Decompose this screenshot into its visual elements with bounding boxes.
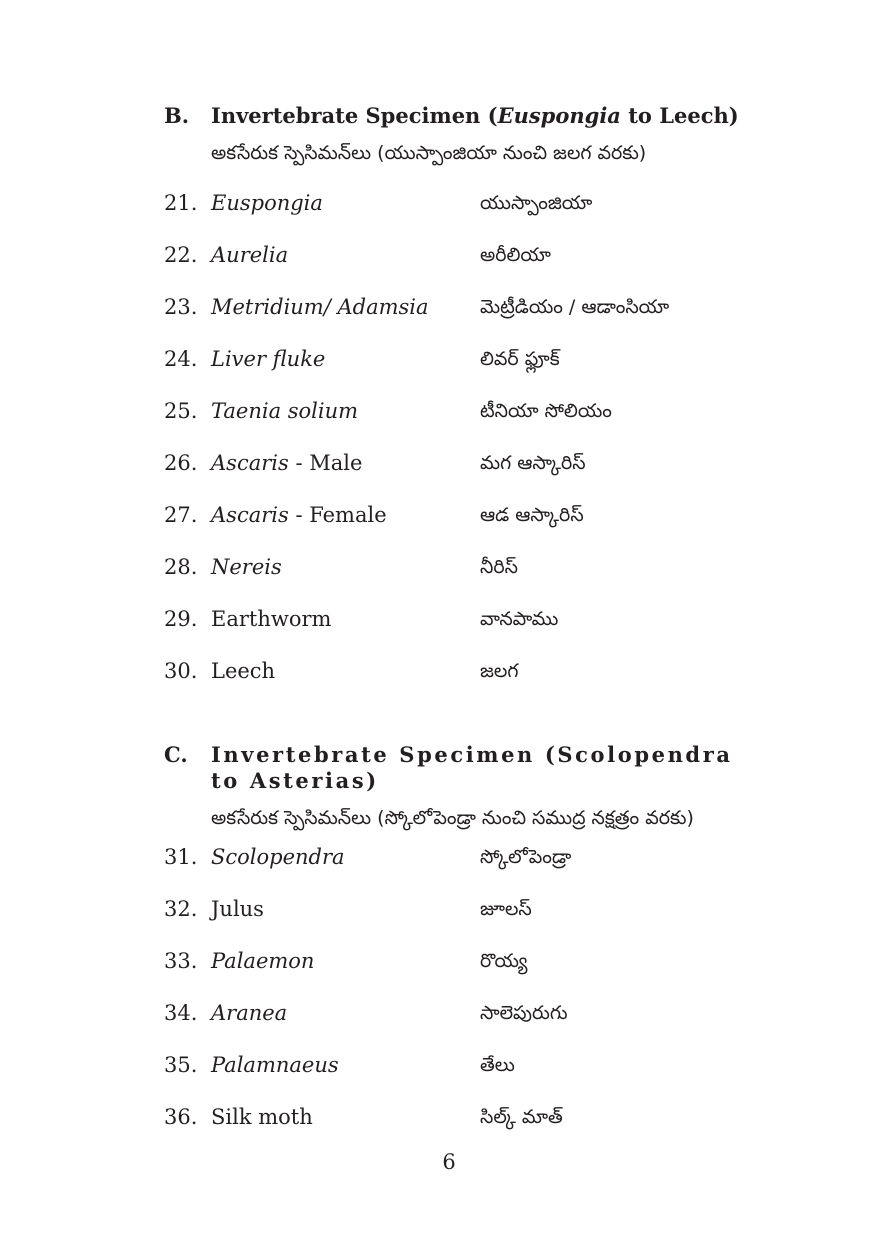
section-title: Invertebrate Specimen (Scolopendra to Asterias)	[211, 742, 733, 793]
item-english-name: Aurelia	[211, 243, 289, 267]
item-telugu-name: సాలెపురుగు	[480, 1002, 568, 1024]
item-number: 28.	[164, 555, 198, 579]
item-telugu-name: లివర్ ఫ్లూక్	[480, 348, 560, 370]
item-number: 27.	[164, 503, 198, 527]
item-number: 22.	[164, 243, 198, 267]
item-english-name: Silk moth	[211, 1105, 313, 1129]
item-telugu-name: ఆడ ఆస్కారిస్	[480, 504, 584, 526]
item-telugu-name: రొయ్య	[480, 950, 528, 972]
section-title: Invertebrate Specimen (Euspongia to Leech)	[211, 103, 739, 128]
item-telugu-name: తేలు	[480, 1054, 515, 1076]
item-number: 35.	[164, 1053, 198, 1077]
page-number: 6	[442, 1150, 456, 1174]
item-telugu-name: నీరిస్	[480, 556, 518, 578]
section-letter: B.	[164, 103, 190, 128]
item-english-name: Palaemon	[211, 949, 315, 973]
item-english-name: Nereis	[211, 555, 282, 579]
item-number: 23.	[164, 295, 198, 319]
item-english-name: Palamnaeus	[211, 1053, 339, 1077]
item-telugu-name: టీనియా సోలియం	[480, 400, 612, 422]
item-telugu-name: మగ ఆస్కారిస్	[480, 452, 586, 474]
item-telugu-name: స్కోలోపెండ్రా	[480, 846, 572, 868]
item-number: 30.	[164, 659, 198, 683]
item-english-name: Liver fluke	[211, 347, 326, 371]
item-telugu-name: జలగ	[480, 660, 519, 682]
item-number: 21.	[164, 191, 198, 215]
item-english-name: Leech	[211, 659, 276, 683]
item-english-name: Metridium/ Adamsia	[211, 295, 429, 319]
item-telugu-name: వానపాము	[480, 608, 559, 630]
item-english-name: Ascaris - Female	[211, 503, 387, 527]
item-number: 24.	[164, 347, 198, 371]
item-english-name: Earthworm	[211, 607, 332, 631]
item-english-name: Julus	[211, 897, 264, 921]
item-number: 33.	[164, 949, 198, 973]
item-telugu-name: అరీలియా	[480, 244, 551, 266]
item-number: 32.	[164, 897, 198, 921]
section-letter: C.	[164, 742, 188, 767]
item-english-name: Aranea	[211, 1001, 288, 1025]
item-english-name: Taenia solium	[211, 399, 359, 423]
item-number: 34.	[164, 1001, 198, 1025]
item-number: 25.	[164, 399, 198, 423]
item-number: 31.	[164, 845, 198, 869]
item-telugu-name: మెట్రీడియం / ఆడాంసియా	[480, 296, 670, 318]
item-english-name: Euspongia	[211, 191, 323, 215]
section-telugu-title: అకసేరుక స్పెసిమన్‌లు (యుస్పాంజియా నుంచి జలగ వరకు)	[211, 142, 647, 164]
item-english-name: Ascaris - Male	[211, 451, 363, 475]
item-number: 29.	[164, 607, 198, 631]
item-number: 36.	[164, 1105, 198, 1129]
item-english-name: Scolopendra	[211, 845, 345, 869]
item-number: 26.	[164, 451, 198, 475]
section-telugu-title: అకసేరుక స్పెసిమన్‌లు (స్కోలోపెండ్రా నుంచి సముద్ర నక్షత్రం వరకు)	[211, 807, 694, 829]
item-telugu-name: జూలస్	[480, 898, 532, 920]
item-telugu-name: సిల్క్ మాత్	[480, 1106, 563, 1128]
item-telugu-name: యుస్పాంజియా	[480, 192, 593, 214]
